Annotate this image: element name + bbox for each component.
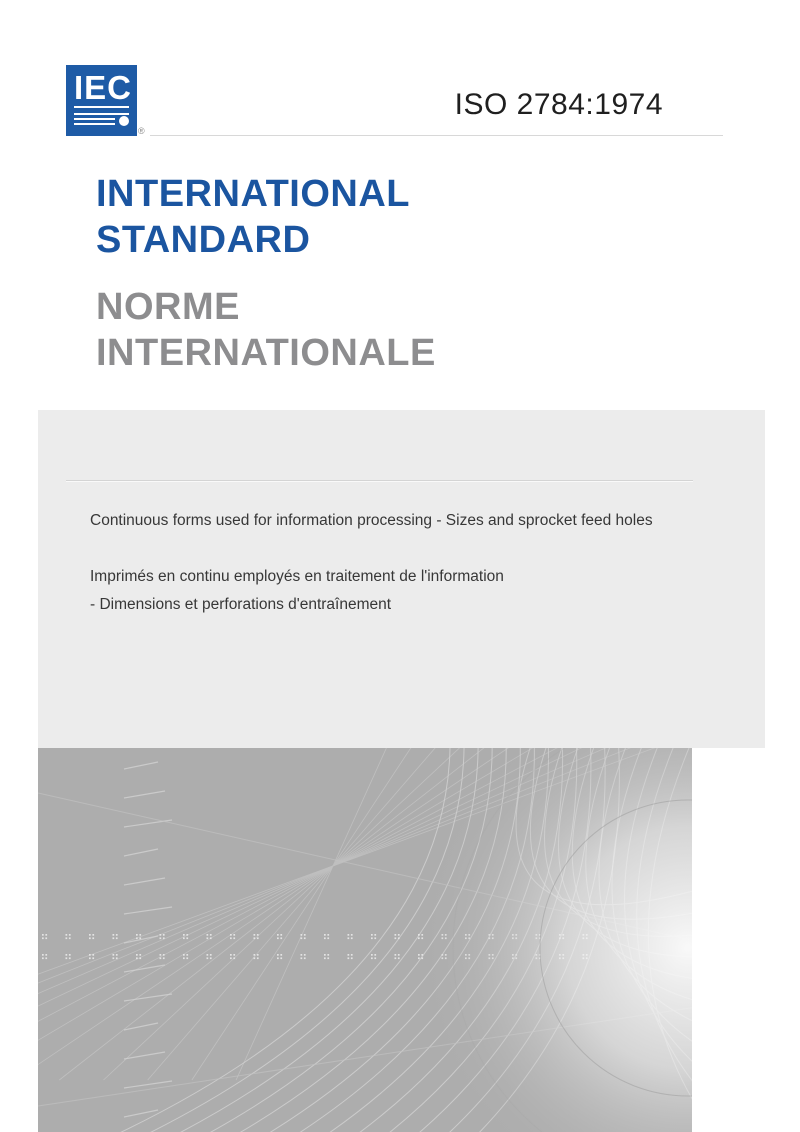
document-title-english: Continuous forms used for information processing - Sizes and sprocket feed holes [90, 512, 653, 529]
artwork-glow [418, 748, 692, 1132]
iec-logo-dot [119, 116, 129, 126]
iec-logo-text: IEC [74, 69, 133, 106]
panel-divider-line [66, 480, 693, 482]
title-panel [38, 410, 765, 748]
cover-artwork [38, 748, 692, 1132]
iec-logo-stripe [74, 113, 129, 115]
heading-international-standard [96, 171, 410, 263]
iec-logo-stripes [74, 113, 129, 127]
iec-logo-stripe [74, 123, 115, 125]
heading-fr-line2: INTERNATIONALE [96, 332, 436, 374]
iec-logo [66, 65, 137, 136]
heading-en-line1: INTERNATIONAL [96, 173, 410, 215]
heading-en-line2: STANDARD [96, 219, 311, 261]
heading-fr-line1: NORME [96, 286, 240, 328]
registered-trademark-symbol: ® [138, 126, 145, 136]
heading-norme-internationale [96, 284, 436, 376]
document-title-french-line2: - Dimensions et perforations d'entraînement [90, 596, 392, 613]
document-title-french [90, 563, 730, 619]
iec-logo-stripe [74, 118, 115, 120]
standard-number: ISO 2784:1974 [454, 88, 663, 121]
header-divider-line [150, 135, 723, 136]
cover-artwork-abstract-curves [38, 748, 692, 1132]
document-title-french-line1: Imprimés en continu employés en traitement de l'information [90, 568, 504, 585]
